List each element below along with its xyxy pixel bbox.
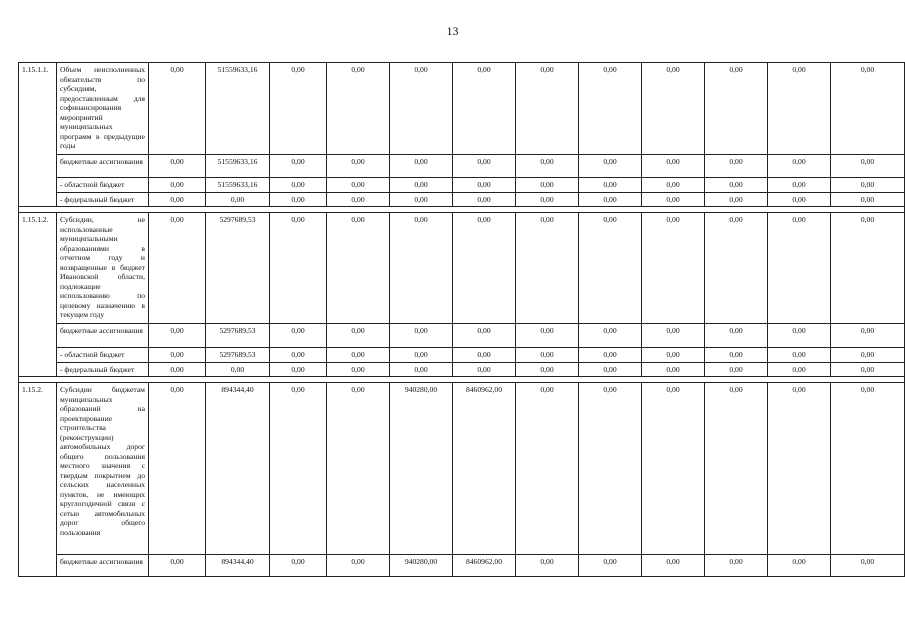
value-cell: 0,00 bbox=[768, 213, 831, 324]
value-cell: 51559633,16 bbox=[206, 63, 270, 155]
table-row bbox=[19, 63, 905, 155]
value-cell: 0,00 bbox=[270, 324, 327, 348]
value-cell: 5297689,53 bbox=[206, 348, 270, 363]
value-cell: 0,00 bbox=[642, 178, 705, 193]
value-cell: 5297689,53 bbox=[206, 324, 270, 348]
value-cell: 0,00 bbox=[705, 178, 768, 193]
value-cell: 0,00 bbox=[327, 555, 390, 577]
value-cell: 0,00 bbox=[831, 324, 905, 348]
value-cell: 0,00 bbox=[705, 383, 768, 555]
row-label: бюджетные ассигнования bbox=[57, 555, 149, 577]
value-cell: 0,00 bbox=[642, 213, 705, 324]
value-cell: 0,00 bbox=[705, 555, 768, 577]
value-cell: 0,00 bbox=[453, 178, 516, 193]
value-cell: 5297689,53 bbox=[206, 213, 270, 324]
value-cell: 0,00 bbox=[579, 213, 642, 324]
table-row bbox=[19, 555, 905, 577]
value-cell: 0,00 bbox=[390, 192, 453, 207]
value-cell: 0,00 bbox=[642, 192, 705, 207]
row-code: 1.15.1.1. bbox=[19, 63, 57, 207]
row-label: Объем неисполненных обязательств по субсидиям, предоставленным для софинансирования мероприятий муниципальных программ в предыдущие годы bbox=[57, 63, 149, 155]
value-cell: 0,00 bbox=[579, 555, 642, 577]
value-cell: 0,00 bbox=[453, 348, 516, 363]
value-cell: 0,00 bbox=[705, 348, 768, 363]
value-cell: 0,00 bbox=[768, 324, 831, 348]
value-cell: 0,00 bbox=[149, 348, 206, 363]
value-cell: 51559633,16 bbox=[206, 155, 270, 178]
value-cell: 0,00 bbox=[705, 362, 768, 377]
value-cell: 0,00 bbox=[579, 362, 642, 377]
value-cell: 0,00 bbox=[453, 362, 516, 377]
value-cell: 0,00 bbox=[768, 555, 831, 577]
row-code: 1.15.1.2. bbox=[19, 213, 57, 377]
value-cell: 0,00 bbox=[642, 324, 705, 348]
value-cell: 0,00 bbox=[149, 155, 206, 178]
value-cell: 0,00 bbox=[270, 192, 327, 207]
row-code: 1.15.2. bbox=[19, 383, 57, 577]
row-label: - областной бюджет bbox=[57, 348, 149, 363]
value-cell: 0,00 bbox=[206, 362, 270, 377]
value-cell: 0,00 bbox=[705, 63, 768, 155]
value-cell: 0,00 bbox=[705, 155, 768, 178]
value-cell: 0,00 bbox=[516, 362, 579, 377]
value-cell: 0,00 bbox=[453, 192, 516, 207]
value-cell: 940280,00 bbox=[390, 383, 453, 555]
value-cell: 0,00 bbox=[149, 383, 206, 555]
value-cell: 0,00 bbox=[516, 213, 579, 324]
row-label: - федеральный бюджет bbox=[57, 362, 149, 377]
value-cell: 0,00 bbox=[390, 178, 453, 193]
value-cell: 0,00 bbox=[149, 555, 206, 577]
value-cell: 0,00 bbox=[831, 155, 905, 178]
value-cell: 0,00 bbox=[516, 155, 579, 178]
value-cell: 894344,40 bbox=[206, 383, 270, 555]
table-row bbox=[19, 192, 905, 207]
value-cell: 0,00 bbox=[516, 383, 579, 555]
row-label: Субсидии, не использованные муниципальными образованиями в отчетном году и возвращенные в бюджет Ивановской области, подлежащие использованию по целевому назначению в текущем году bbox=[57, 213, 149, 324]
value-cell: 0,00 bbox=[516, 63, 579, 155]
value-cell: 940280,00 bbox=[390, 555, 453, 577]
value-cell: 0,00 bbox=[149, 324, 206, 348]
value-cell: 0,00 bbox=[516, 192, 579, 207]
value-cell: 0,00 bbox=[516, 555, 579, 577]
value-cell: 0,00 bbox=[768, 63, 831, 155]
value-cell: 0,00 bbox=[327, 324, 390, 348]
value-cell: 0,00 bbox=[642, 155, 705, 178]
value-cell: 0,00 bbox=[831, 192, 905, 207]
value-cell: 0,00 bbox=[149, 63, 206, 155]
value-cell: 0,00 bbox=[327, 362, 390, 377]
value-cell: 0,00 bbox=[642, 383, 705, 555]
value-cell: 0,00 bbox=[206, 192, 270, 207]
value-cell: 0,00 bbox=[768, 178, 831, 193]
table-row bbox=[19, 383, 905, 555]
value-cell: 0,00 bbox=[642, 362, 705, 377]
value-cell: 0,00 bbox=[831, 555, 905, 577]
value-cell: 0,00 bbox=[516, 324, 579, 348]
value-cell: 0,00 bbox=[390, 155, 453, 178]
value-cell: 0,00 bbox=[831, 348, 905, 363]
budget-table bbox=[18, 62, 905, 577]
value-cell: 0,00 bbox=[327, 178, 390, 193]
value-cell: 0,00 bbox=[768, 348, 831, 363]
value-cell: 0,00 bbox=[579, 63, 642, 155]
value-cell: 0,00 bbox=[768, 362, 831, 377]
value-cell: 0,00 bbox=[831, 178, 905, 193]
page-number: 13 bbox=[446, 24, 459, 38]
value-cell: 0,00 bbox=[327, 213, 390, 324]
value-cell: 0,00 bbox=[579, 348, 642, 363]
value-cell: 0,00 bbox=[516, 348, 579, 363]
value-cell: 0,00 bbox=[453, 63, 516, 155]
value-cell: 0,00 bbox=[705, 192, 768, 207]
table-row bbox=[19, 348, 905, 363]
value-cell: 0,00 bbox=[768, 383, 831, 555]
value-cell: 0,00 bbox=[642, 348, 705, 363]
value-cell: 0,00 bbox=[270, 63, 327, 155]
value-cell: 0,00 bbox=[327, 192, 390, 207]
value-cell: 0,00 bbox=[149, 362, 206, 377]
value-cell: 8460962,00 bbox=[453, 383, 516, 555]
value-cell: 0,00 bbox=[705, 324, 768, 348]
value-cell: 0,00 bbox=[270, 155, 327, 178]
value-cell: 0,00 bbox=[270, 383, 327, 555]
table-row bbox=[19, 213, 905, 324]
value-cell: 51559633,16 bbox=[206, 178, 270, 193]
value-cell: 0,00 bbox=[453, 324, 516, 348]
value-cell: 0,00 bbox=[516, 178, 579, 193]
value-cell: 0,00 bbox=[390, 63, 453, 155]
value-cell: 0,00 bbox=[642, 555, 705, 577]
value-cell: 0,00 bbox=[327, 155, 390, 178]
value-cell: 0,00 bbox=[270, 348, 327, 363]
row-label: бюджетные ассигнования bbox=[57, 155, 149, 178]
value-cell: 0,00 bbox=[768, 155, 831, 178]
value-cell: 0,00 bbox=[579, 155, 642, 178]
value-cell: 0,00 bbox=[705, 213, 768, 324]
table-row bbox=[19, 362, 905, 377]
value-cell: 0,00 bbox=[149, 213, 206, 324]
value-cell: 0,00 bbox=[831, 213, 905, 324]
value-cell: 0,00 bbox=[453, 155, 516, 178]
value-cell: 0,00 bbox=[642, 63, 705, 155]
row-label: бюджетные ассигнования bbox=[57, 324, 149, 348]
value-cell: 0,00 bbox=[270, 213, 327, 324]
value-cell: 0,00 bbox=[390, 362, 453, 377]
table-row bbox=[19, 155, 905, 178]
value-cell: 0,00 bbox=[390, 348, 453, 363]
value-cell: 0,00 bbox=[579, 324, 642, 348]
value-cell: 0,00 bbox=[390, 324, 453, 348]
value-cell: 0,00 bbox=[831, 63, 905, 155]
value-cell: 0,00 bbox=[270, 555, 327, 577]
value-cell: 0,00 bbox=[579, 383, 642, 555]
row-label: - областной бюджет bbox=[57, 178, 149, 193]
value-cell: 0,00 bbox=[270, 178, 327, 193]
value-cell: 0,00 bbox=[327, 348, 390, 363]
value-cell: 0,00 bbox=[579, 192, 642, 207]
value-cell: 0,00 bbox=[149, 178, 206, 193]
row-label: - федеральный бюджет bbox=[57, 192, 149, 207]
value-cell: 0,00 bbox=[327, 63, 390, 155]
value-cell: 0,00 bbox=[831, 362, 905, 377]
value-cell: 0,00 bbox=[149, 192, 206, 207]
value-cell: 0,00 bbox=[453, 213, 516, 324]
row-label: Субсидии бюджетам муниципальных образований на проектирование строительства (реконструкции) автомобильных дорог общего пользования местного значения с твердым покрытием до сельских населенных пунктов, не имеющих круглогодичной связи с сетью автомобильных дорог общего пользования bbox=[57, 383, 149, 555]
value-cell: 0,00 bbox=[327, 383, 390, 555]
value-cell: 0,00 bbox=[831, 383, 905, 555]
value-cell: 0,00 bbox=[768, 192, 831, 207]
value-cell: 894344,40 bbox=[206, 555, 270, 577]
value-cell: 8460962,00 bbox=[453, 555, 516, 577]
table-row bbox=[19, 324, 905, 348]
table-row bbox=[19, 178, 905, 193]
value-cell: 0,00 bbox=[390, 213, 453, 324]
value-cell: 0,00 bbox=[270, 362, 327, 377]
value-cell: 0,00 bbox=[579, 178, 642, 193]
